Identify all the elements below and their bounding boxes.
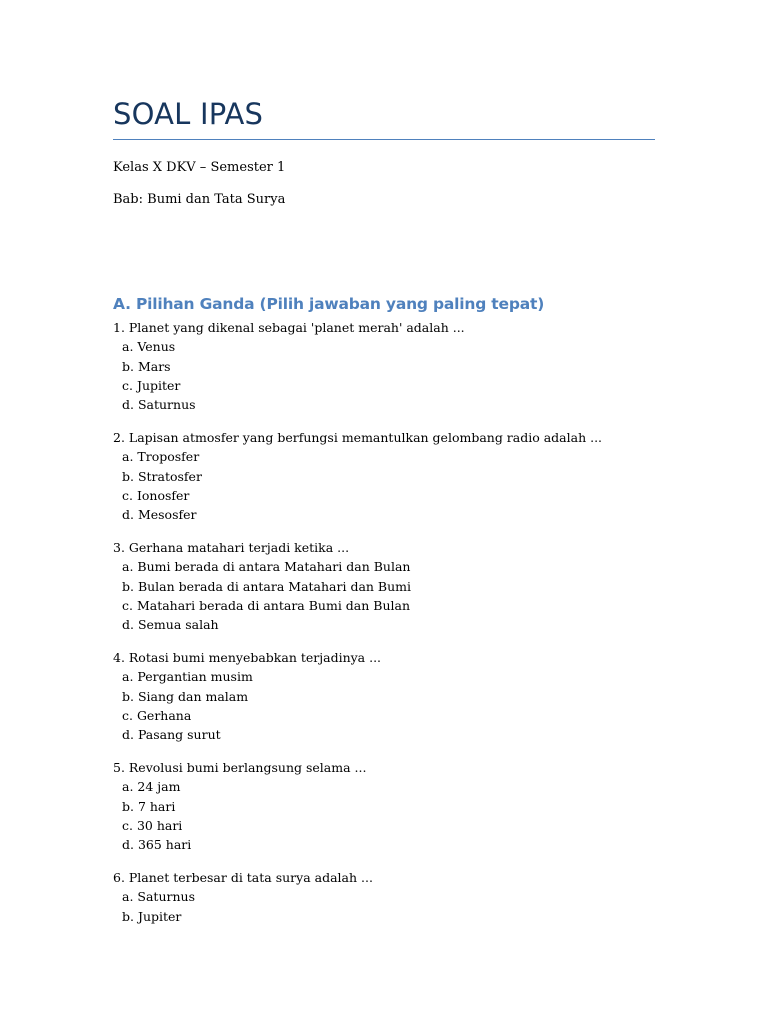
question-text: 2. Lapisan atmosfer yang berfungsi memantulkan gelombang radio adalah ...: [113, 429, 603, 445]
chapter-line: Bab: Bumi dan Tata Surya: [113, 192, 286, 207]
answer-option: d. Semua salah: [122, 617, 219, 633]
answer-option: a. Bumi berada di antara Matahari dan Bulan: [122, 559, 411, 575]
question-text: 4. Rotasi bumi menyebabkan terjadinya ...: [113, 649, 382, 665]
answer-option: d. Saturnus: [122, 397, 196, 413]
question-3: [113, 538, 673, 634]
answer-option: c. 30 hari: [122, 817, 183, 833]
answer-option: b. 7 hari: [122, 798, 176, 814]
question-list: [113, 318, 673, 939]
answer-option: b. Stratosfer: [122, 468, 202, 484]
answer-option: d. 365 hari: [122, 837, 192, 853]
answer-option: a. 24 jam: [122, 779, 181, 795]
answer-option: c. Jupiter: [122, 377, 181, 393]
answer-option: c. Gerhana: [122, 707, 192, 723]
question-5: [113, 758, 673, 854]
section-a-heading: A. Pilihan Ganda (Pilih jawaban yang paling tepat): [113, 295, 545, 313]
answer-option: d. Mesosfer: [122, 507, 197, 523]
answer-option: b. Mars: [122, 358, 171, 374]
answer-option: c. Ionosfer: [122, 487, 190, 503]
question-6: [113, 868, 673, 926]
question-text: 3. Gerhana matahari terjadi ketika ...: [113, 539, 350, 555]
question-1: [113, 318, 673, 414]
question-text: 5. Revolusi bumi berlangsung selama ...: [113, 759, 367, 775]
question-text: 6. Planet terbesar di tata surya adalah ...: [113, 869, 373, 885]
answer-option: a. Venus: [122, 339, 176, 355]
answer-option: b. Bulan berada di antara Matahari dan Bumi: [122, 578, 412, 594]
answer-option: b. Siang dan malam: [122, 688, 249, 704]
answer-option: c. Matahari berada di antara Bumi dan Bulan: [122, 597, 411, 613]
answer-option: b. Jupiter: [122, 908, 182, 924]
class-line: Kelas X DKV – Semester 1: [113, 160, 286, 175]
document-title: SOAL IPAS: [113, 97, 264, 131]
title-underline: [113, 139, 655, 140]
question-2: [113, 428, 673, 524]
answer-option: a. Pergantian musim: [122, 669, 253, 685]
answer-option: d. Pasang surut: [122, 727, 221, 743]
question-4: [113, 648, 673, 744]
question-text: 1. Planet yang dikenal sebagai 'planet merah' adalah ...: [113, 320, 465, 335]
answer-option: a. Troposfer: [122, 449, 200, 465]
answer-option: a. Saturnus: [122, 889, 195, 905]
